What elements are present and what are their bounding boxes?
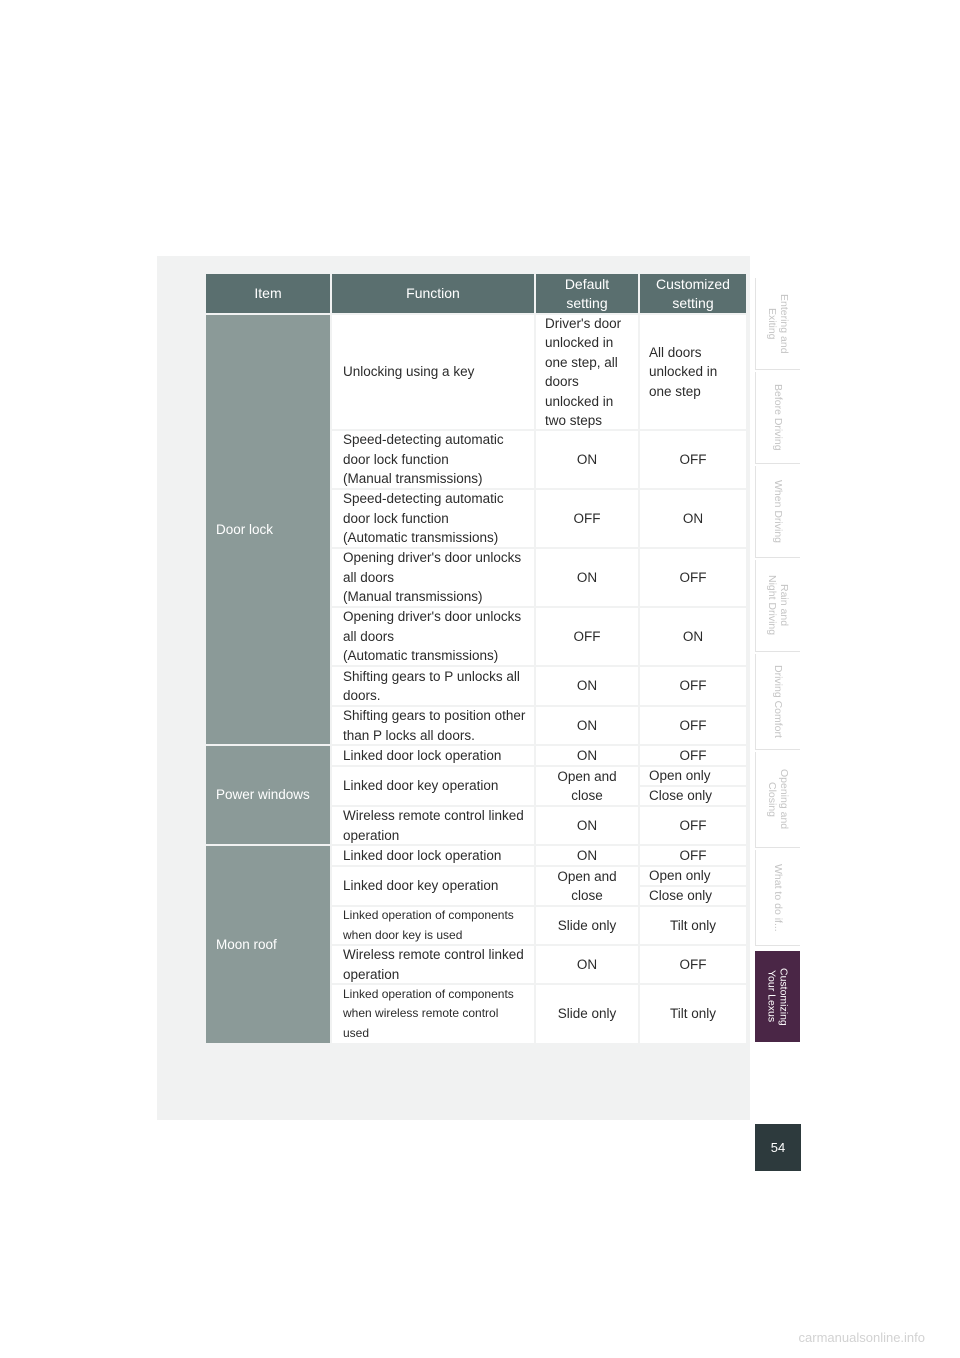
tab-entering-and-exiting[interactable] [755,278,800,370]
row-default: ON [536,946,638,983]
row-function: Wireless remote control linked operation [332,946,534,983]
row-customized: Tilt only [640,985,746,1043]
header-function: Function [332,274,534,313]
header-item: Item [206,274,330,313]
row-customized: Close only [640,887,746,905]
tab-label: Customizing Your Lexus [765,967,790,1026]
tab-what-to-do-if[interactable] [755,850,800,946]
tab-driving-comfort[interactable] [755,654,800,750]
tab-label: Entering and Exiting [766,293,790,354]
row-default: ON [536,549,638,606]
page-number: 54 [755,1124,801,1171]
row-function: Linked door lock operation [332,746,534,765]
tab-rain-and-night-driving[interactable] [755,560,800,652]
row-customized: OFF [640,549,746,606]
row-customized: OFF [640,707,746,744]
group-moon-roof: Moon roof [206,846,330,1043]
row-function: Wireless remote control linked operation [332,807,534,844]
row-customized: Open only [640,867,746,885]
row-customized: ON [640,608,746,665]
row-customized: OFF [640,746,746,765]
row-customized: ON [640,490,746,547]
row-customized: Tilt only [640,907,746,944]
row-default: ON [536,707,638,744]
row-default: ON [536,846,638,865]
group-door-lock: Door lock [206,315,330,744]
tab-label: What to do if... [772,863,784,932]
tab-customizing-your-lexus[interactable] [755,951,800,1042]
row-function: Linked door key operation [332,867,534,905]
row-customized: OFF [640,846,746,865]
row-customized: OFF [640,431,746,488]
row-customized: All doors unlocked in one step [640,315,746,429]
row-customized: OFF [640,946,746,983]
row-function: Linked operation of components when wireless remote control used [332,985,534,1043]
row-default: ON [536,667,638,705]
row-default: Open and close [536,767,638,805]
row-function: Speed-detecting automatic door lock function (Automatic transmissions) [332,490,534,547]
tab-label: Before Driving [772,384,784,451]
row-function: Linked door lock operation [332,846,534,865]
row-customized: OFF [640,807,746,844]
row-default: Driver's door unlocked in one step, all doors unlocked in two steps [536,315,638,429]
row-function: Opening driver's door unlocks all doors (Manual transmissions) [332,549,534,606]
row-default: ON [536,807,638,844]
tab-before-driving[interactable] [755,372,800,464]
row-function: Unlocking using a key [332,315,534,429]
tab-opening-and-closing[interactable] [755,752,800,848]
tab-label: Opening and Closing [766,769,790,830]
row-customized: Open only [640,767,746,785]
row-function: Linked operation of components when door key is used [332,907,534,944]
watermark: carmanualsonline.info [798,1330,925,1345]
row-default: OFF [536,490,638,547]
row-default: Open and close [536,867,638,905]
row-default: ON [536,431,638,488]
row-default: OFF [536,608,638,665]
row-function: Speed-detecting automatic door lock function (Manual transmissions) [332,431,534,488]
tab-when-driving[interactable] [755,466,800,558]
row-function: Shifting gears to position other than P locks all doors. [332,707,534,744]
row-function: Opening driver's door unlocks all doors (Automatic transmissions) [332,608,534,665]
row-function: Shifting gears to P unlocks all doors. [332,667,534,705]
header-customized-setting: Customized setting [640,274,746,313]
tab-label: Driving Comfort [772,665,784,738]
row-default: Slide only [536,985,638,1043]
row-customized: OFF [640,667,746,705]
row-customized: Close only [640,787,746,805]
tab-label: Rain and Night Driving [766,575,790,636]
header-default-setting: Default setting [536,274,638,313]
tab-label: When Driving [772,479,784,544]
row-default: ON [536,746,638,765]
row-function: Linked door key operation [332,767,534,805]
row-default: Slide only [536,907,638,944]
group-power-windows: Power windows [206,746,330,844]
